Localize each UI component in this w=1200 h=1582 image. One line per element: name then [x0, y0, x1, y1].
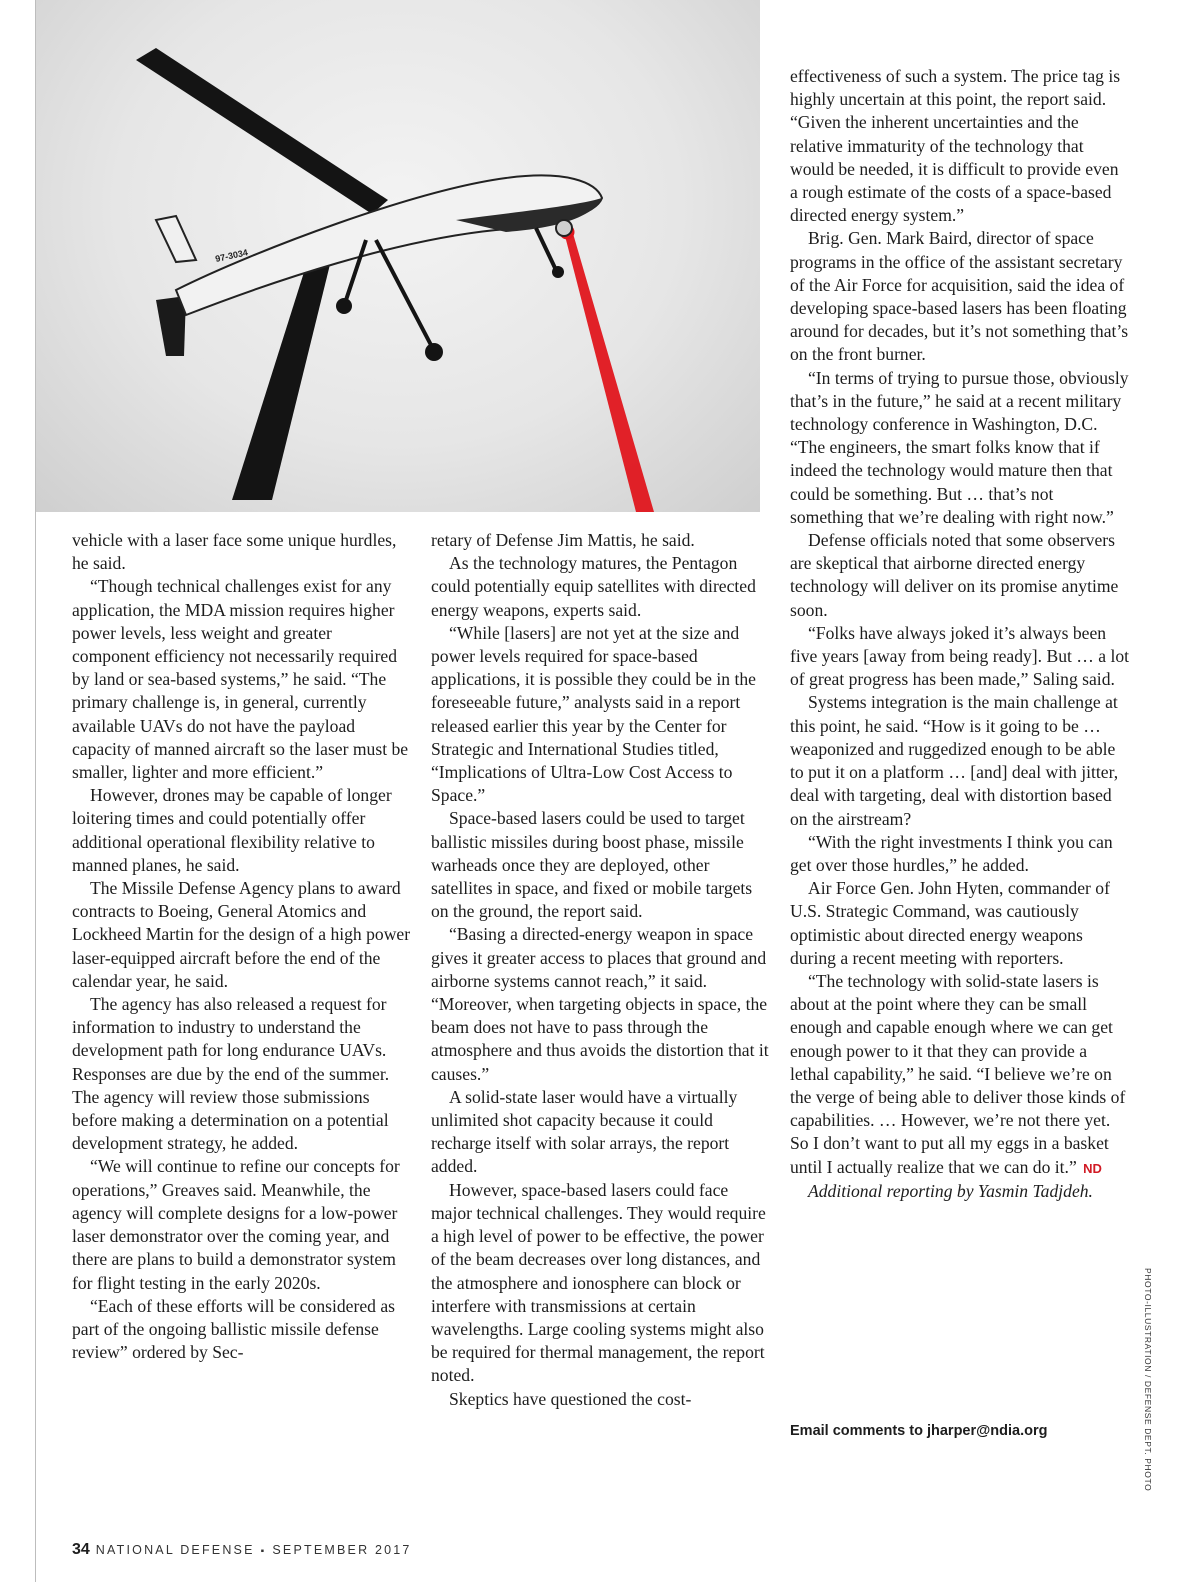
drone-wheel-front	[552, 266, 564, 278]
page-footer	[72, 1541, 412, 1559]
photo-credit: PHOTO-ILLUSTRATION / DEFENSE DEPT. PHOTO	[1143, 1268, 1153, 1492]
col1-paragraph: The agency has also released a request for information to industry to understand the development path for long endurance UAVs. Responses are due by the end of the summer. The agency will review those submissions before making a determination on a potential development strategy, he added.	[72, 994, 390, 1154]
col3-paragraph: Air Force Gen. John Hyten, commander of U.S. Strategic Command, was cautiously optimistic about directed energy weapons during a recent meeting with reporters.	[790, 878, 1110, 968]
col1-paragraph: However, drones may be capable of longer loitering times and could potentially offer additional operational flexibility relative to manned planes, he said.	[72, 785, 392, 875]
drone-landing-gear-front	[536, 228, 556, 270]
article-column-2	[431, 529, 771, 1411]
publication-name: NATIONAL DEFENSE	[95, 1543, 255, 1557]
col3-final-text: “The technology with solid-state lasers is about at the point where they can be small enough and capable enough where we can get enough power to it that they can provide a lethal capability,” he said. “I believe we’re on the verge of being able to deliver those kinds of capabilities. … However, we’re not there yet. So I don’t want to put all my eggs in a basket until I actually realize that we can do it.”	[790, 970, 1126, 1177]
drone-fuselage	[176, 175, 602, 315]
drone-wheel-rear-right	[336, 298, 352, 314]
col2-paragraph: “Basing a directed-energy weapon in space gives it greater access to places that ground and airborne systems cannot reach,” it said. “Moreover, when targeting objects in space, the beam does not have to pass through the atmosphere and thus avoids the distortion that it causes.”	[431, 924, 769, 1084]
col1-paragraph: The Missile Defense Agency plans to award contracts to Boeing, General Atomics and Lockheed Martin for the design of a high power laser-equipped aircraft before the end of the calendar year, he said.	[72, 878, 411, 991]
col3-paragraph: “In terms of trying to pursue those, obviously that’s in the future,” he said at a recent military technology conference in Washington, D.C. “The engineers, the smart folks know that if indeed the technology would mature then that could be something. But … that’s not something that we’re dealing with right now.”	[790, 367, 1129, 527]
page-number: 34	[72, 1541, 90, 1558]
end-mark: ND	[1083, 1160, 1102, 1176]
drone-wheel-rear-left	[425, 343, 443, 361]
col2-paragraph: A solid-state laser would have a virtually unlimited shot capacity because it could recharge itself with solar arrays, the report added.	[431, 1086, 738, 1177]
col1-paragraph: vehicle with a laser face some unique hurdles, he said.	[72, 530, 397, 574]
col2-paragraph: retary of Defense Jim Mattis, he said.	[431, 530, 695, 550]
footer-separator: ▪	[260, 1546, 267, 1557]
article-column-1	[72, 529, 412, 1364]
col3-paragraph: Defense officials noted that some observers are skeptical that airborne directed energy technology will deliver on its promise anytime soon.	[790, 530, 1119, 620]
col2-paragraph: Space-based lasers could be used to target ballistic missiles during boost phase, missile warheads once they are deployed, other satellites in space, and fixed or mobile targets on the ground, the report said.	[431, 808, 753, 922]
email-comments[interactable]: Email comments to jharper@ndia.org	[790, 1423, 1048, 1439]
article-column-3	[790, 65, 1130, 1203]
col2-paragraph: As the technology matures, the Pentagon could potentially equip satellites with directed energy weapons, experts said.	[431, 553, 756, 620]
drone-far-wing	[136, 48, 388, 214]
col3-paragraph: Systems integration is the main challenge at this point, he said. “How is it going to be … weaponized and ruggedized enough to be able to put it on a platform … [and] deal with jitter, deal with targeting, deal with distortion based on the airstream?	[790, 692, 1119, 829]
drone-illustration	[36, 0, 760, 512]
additional-reporting: Additional reporting by Yasmin Tadjdeh.	[808, 1180, 1093, 1201]
col3-paragraph: effectiveness of such a system. The price tag is highly uncertain at this point, the report said. “Given the inherent uncertainties and the relative immaturity of the technology that would be needed, it is difficult to provide even a rough estimate of the costs of a space-based directed energy system.”	[790, 66, 1121, 226]
col1-paragraph: “Each of these efforts will be considered as part of the ongoing ballistic missile defense review” ordered by Sec-	[72, 1295, 396, 1363]
col3-paragraph: Brig. Gen. Mark Baird, director of space programs in the office of the assistant secretary of the Air Force for acquisition, said the idea of developing space-based lasers has been floating around for decades, but it’s not something that’s on the front burner.	[790, 228, 1129, 365]
col3-paragraph: “Folks have always joked it’s always been five years [away from being ready]. But … a lot of great progress has been made,” Saling said.	[790, 622, 1130, 690]
issue-date: SEPTEMBER 2017	[272, 1543, 412, 1557]
col3-paragraph: “With the right investments I think you can get over those hurdles,” he added.	[790, 831, 1113, 875]
col2-paragraph: However, space-based lasers could face major technical challenges. They would require a high level of power to be effective, the power of the beam decreases over long distances, and the atmosphere and ionosphere can block or interfere with transmissions at certain wavelengths. Large cooling systems might also be required for thermal management, the report noted.	[431, 1179, 766, 1386]
drone-laser-photo	[36, 0, 760, 512]
drone-landing-gear-rear-left	[376, 240, 431, 345]
drone-sensor-turret	[556, 220, 572, 236]
drone-tail-upper	[156, 216, 196, 262]
col2-paragraph: Skeptics have questioned the cost-	[449, 1388, 692, 1409]
col2-paragraph: “While [lasers] are not yet at the size and power levels required for space-based applications, it is possible they could be in the foreseeable future,” analysts said in a report released earlier this year by the Center for Strategic and International Studies titled, “Implications of Ultra-Low Cost Access to Space.”	[431, 622, 756, 806]
col1-paragraph: “We will continue to refine our concepts for operations,” Greaves said. Meanwhile, the agency will complete designs for a low-power laser demonstrator over the coming year, and there are plans to build a demonstrator system for flight testing in the early 2020s.	[72, 1156, 400, 1293]
col1-paragraph: “Though technical challenges exist for any application, the MDA mission requires higher power levels, less weight and greater component efficiency not necessarily required by land or sea-based systems,” he said. “The primary challenge is, in general, currently available UAVs do not have the payload capacity of manned aircraft so the laser must be smaller, lighter and more efficient.”	[72, 576, 409, 783]
laser-beam	[564, 230, 654, 512]
col3-final-paragraph	[790, 970, 1130, 1180]
drone-tail-number: 97-3034	[214, 247, 249, 264]
